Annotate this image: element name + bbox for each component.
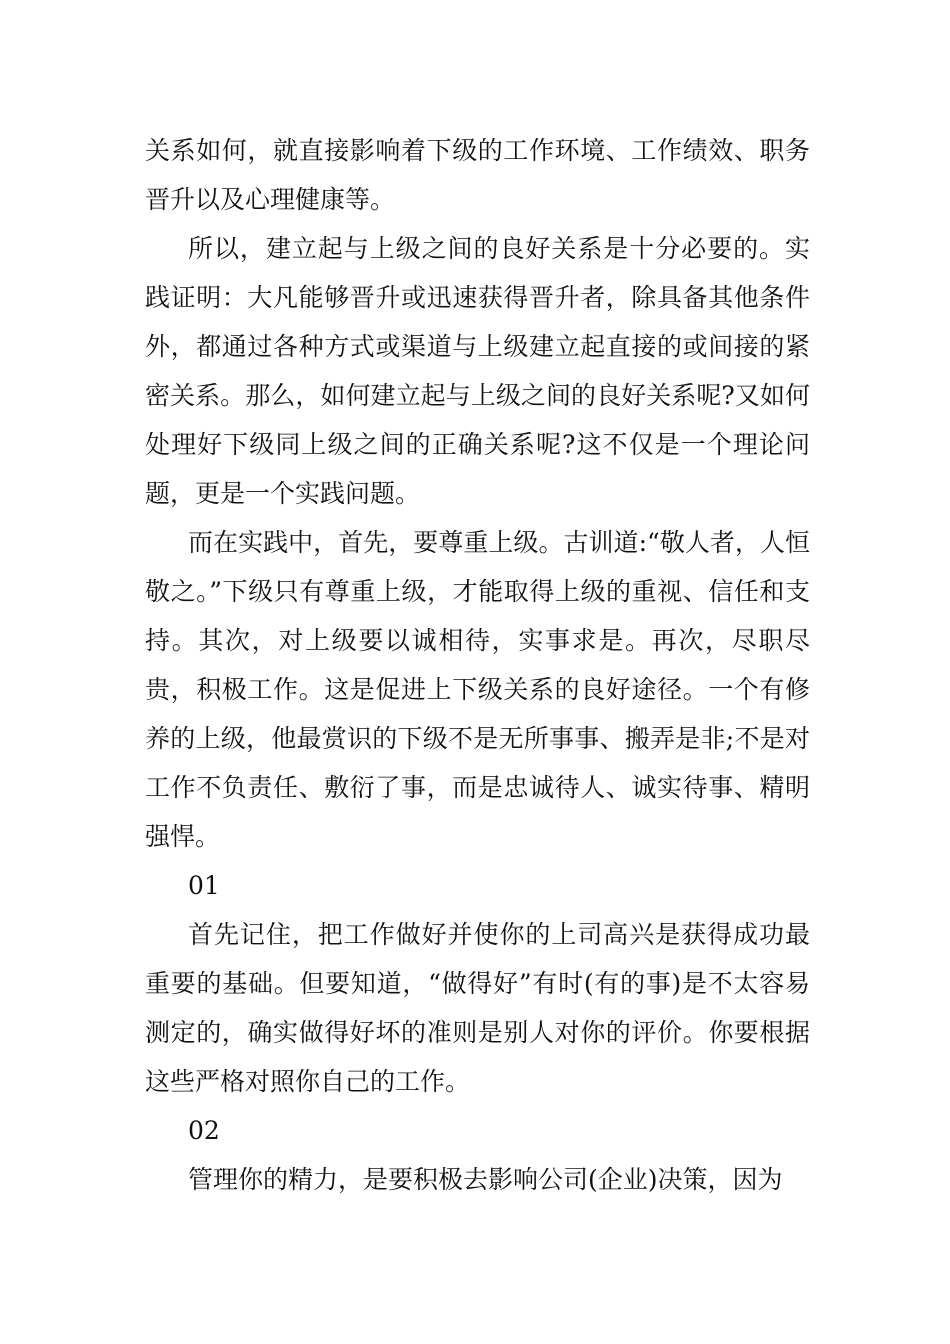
paragraph-5: 管理你的精力，是要积极去影响公司(企业)决策，因为 <box>188 1165 783 1194</box>
section-number-01: 01 <box>188 871 220 900</box>
paragraph-1: 关系如何，就直接影响着下级的工作环境、工作绩效、职务晋升以及心理健康等。 <box>145 136 810 214</box>
paragraph-3: 而在实践中，首先，要尊重上级。古训道:“敬人者，人恒敬之。”下级只有尊重上级，才能取得上级的重视、信任和支持。其次，对上级要以诚相待，实事求是。再次，尽职尽贵，积极工作。这是促进上下级关系的良好途径。一个有修养的上级，他最赏识的下级不是无所事事、搬弄是非;不是对工作不负责任、敷衍了事，而是忠诚待人、诚实待事、精明强悍。 <box>145 528 810 851</box>
paragraph-4: 首先记住，把工作做好并使你的上司高兴是获得成功最重要的基础。但要知道，“做得好”有时(有的事)是不太容易测定的，确实做得好坏的准则是别人对你的评价。你要根据这些严格对照你自己的工作。 <box>145 920 810 1096</box>
paragraph-2: 所以，建立起与上级之间的良好关系是十分必要的。实践证明：大凡能够晋升或迅速获得晋升者，除具备其他条件外，都通过各种方式或渠道与上级建立起直接的或间接的紧密关系。那么，如何建立起与上级之间的良好关系呢?又如何处理好下级同上级之间的正确关系呢?这不仅是一个理论问题，更是一个实践问题。 <box>145 234 810 508</box>
document-body <box>145 126 810 1204</box>
section-number-02: 02 <box>188 1116 220 1145</box>
